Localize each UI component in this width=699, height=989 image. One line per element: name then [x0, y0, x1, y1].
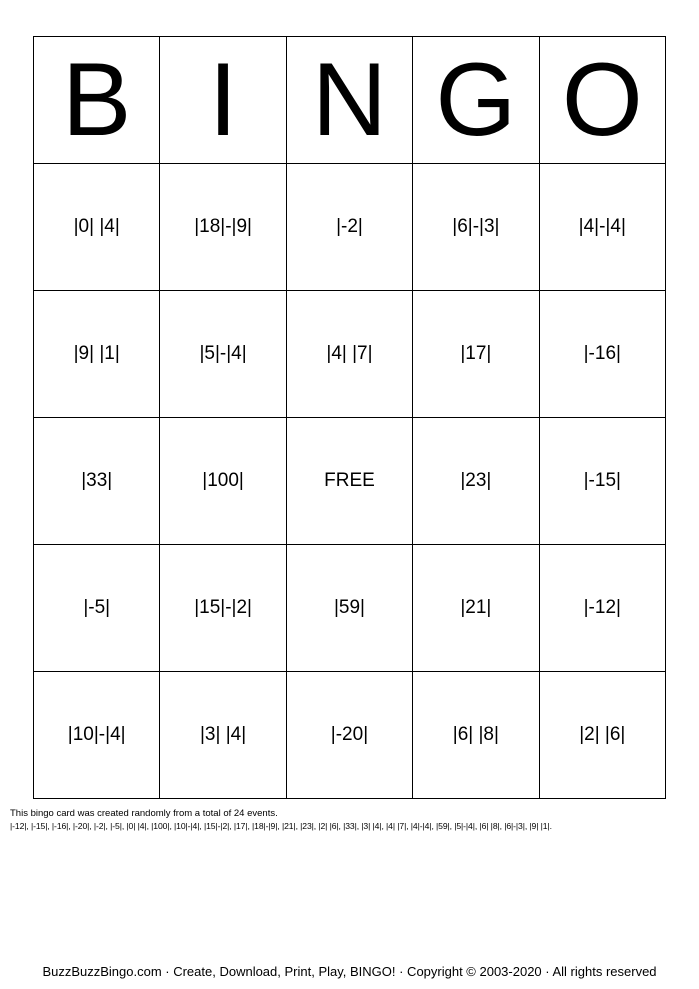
bingo-card	[33, 36, 666, 799]
card-cell: |-15|	[539, 418, 665, 545]
card-row	[34, 672, 666, 799]
card-cell: |18|-|9|	[160, 164, 286, 291]
card-cell: |3| |4|	[160, 672, 286, 799]
card-cell: |59|	[286, 545, 412, 672]
header-letter-n: N	[286, 37, 412, 164]
card-cell: |21|	[413, 545, 539, 672]
card-cell: |-12|	[539, 545, 665, 672]
card-cell: |5|-|4|	[160, 291, 286, 418]
header-row	[34, 37, 666, 164]
header-letter-b: B	[34, 37, 160, 164]
card-cell: |17|	[413, 291, 539, 418]
card-cell: |0| |4|	[34, 164, 160, 291]
card-row	[34, 418, 666, 545]
card-cell: |23|	[413, 418, 539, 545]
card-cell: |15|-|2|	[160, 545, 286, 672]
card-cell: |-5|	[34, 545, 160, 672]
card-row	[34, 291, 666, 418]
header-letter-i: I	[160, 37, 286, 164]
header-letter-g: G	[413, 37, 539, 164]
card-cell: |33|	[34, 418, 160, 545]
footer-text: BuzzBuzzBingo.com · Create, Download, Print, Play, BINGO! · Copyright © 2003-2020 · All rights reserved	[42, 964, 657, 979]
card-row	[34, 545, 666, 672]
card-cell: |-20|	[286, 672, 412, 799]
card-cell: |-2|	[286, 164, 412, 291]
card-cell: |4|-|4|	[539, 164, 665, 291]
card-cell: |6| |8|	[413, 672, 539, 799]
card-cell: |100|	[160, 418, 286, 545]
card-cell: |10|-|4|	[34, 672, 160, 799]
events-list: |-12|, |-15|, |-16|, |-20|, |-2|, |-5|, |0| |4|, |100|, |10|-|4|, |15|-|2|, |17|, |18|-|9|, |21|, |23|, |2| |6|, |33|, |3| |4|, |4| |7|, |4|-|4|, |59|, |5|-|4|, |6| |8|, |6|-|3|, |9| |1|.	[10, 821, 552, 831]
card-cell: |9| |1|	[34, 291, 160, 418]
free-space-cell: FREE	[286, 418, 412, 545]
card-cell: |-16|	[539, 291, 665, 418]
card-cell: |2| |6|	[539, 672, 665, 799]
card-info-text: This bingo card was created randomly from a total of 24 events.	[10, 808, 278, 819]
card-row	[34, 164, 666, 291]
card-cell: |4| |7|	[286, 291, 412, 418]
card-cell: |6|-|3|	[413, 164, 539, 291]
header-letter-o: O	[539, 37, 665, 164]
